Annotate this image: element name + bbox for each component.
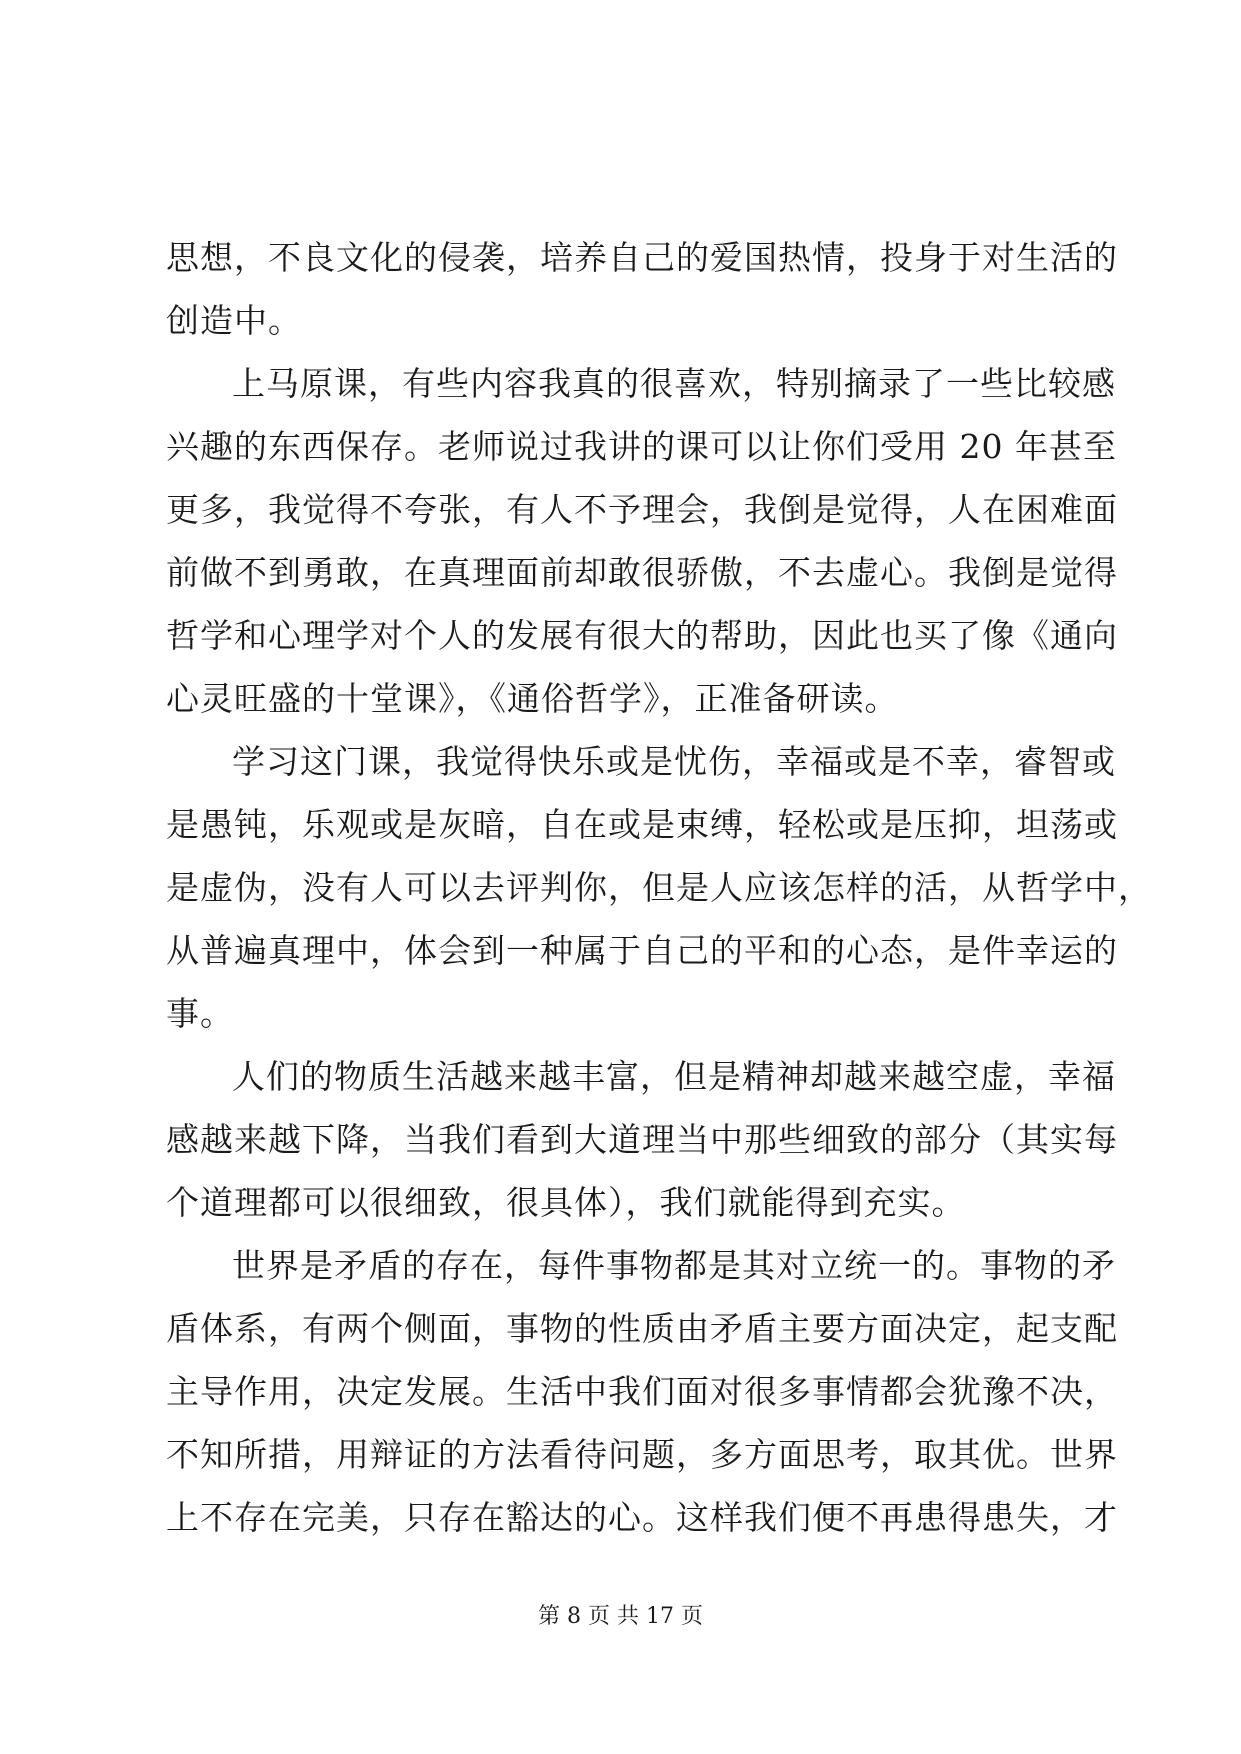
- text-line: 人们的物质生活越来越丰富，但是精神却越来越空虚，幸福: [232, 1057, 1116, 1096]
- text-line: 是虚伪，没有人可以去评判你，但是人应该怎样的活，从哲学中，: [166, 868, 1152, 907]
- text-line: 不知所措，用辩证的方法看待问题，多方面思考，取其优。世界: [166, 1435, 1118, 1474]
- text-line: 前做不到勇敢，在真理面前却敢很骄傲，不去虚心。我倒是觉得: [166, 553, 1118, 592]
- text-line: 哲学和心理学对个人的发展有很大的帮助，因此也买了像《通向: [166, 616, 1118, 655]
- body-text: [166, 226, 1152, 1549]
- text-line: 盾体系，有两个侧面，事物的性质由矛盾主要方面决定，起支配: [166, 1309, 1118, 1348]
- text-line: 感越来越下降，当我们看到大道理当中那些细致的部分（其实每: [166, 1120, 1118, 1159]
- text-line: 思想，不良文化的侵袭，培养自己的爱国热情，投身于对生活的: [166, 238, 1118, 277]
- text-line: 兴趣的东西保存。老师说过我讲的课可以让你们受用 20 年甚至: [166, 427, 1117, 466]
- page-footer: 第 8 页 共 17 页: [538, 1604, 703, 1629]
- text-line: 主导作用，决定发展。生活中我们面对很多事情都会犹豫不决，: [166, 1372, 1118, 1411]
- text-line: 上不存在完美，只存在豁达的心。这样我们便不再患得患失，才: [166, 1498, 1118, 1537]
- text-line: 心灵旺盛的十堂课》，《通俗哲学》，正准备研读。: [166, 679, 899, 718]
- text-line: 学习这门课，我觉得快乐或是忧伤，幸福或是不幸，睿智或: [232, 742, 1116, 781]
- text-line: 上马原课，有些内容我真的很喜欢，特别摘录了一些比较感: [232, 364, 1116, 403]
- text-line: 更多，我觉得不夸张，有人不予理会，我倒是觉得，人在困难面: [166, 490, 1118, 529]
- text-line: 事。: [166, 994, 234, 1033]
- text-line: 世界是矛盾的存在，每件事物都是其对立统一的。事物的矛: [232, 1246, 1116, 1285]
- text-line: 创造中。: [166, 301, 302, 340]
- text-line: 从普遍真理中，体会到一种属于自己的平和的心态，是件幸运的: [166, 931, 1118, 970]
- text-line: 是愚钝，乐观或是灰暗，自在或是束缚，轻松或是压抑，坦荡或: [166, 805, 1118, 844]
- text-line: 个道理都可以很细致，很具体），我们就能得到充实。: [166, 1183, 966, 1222]
